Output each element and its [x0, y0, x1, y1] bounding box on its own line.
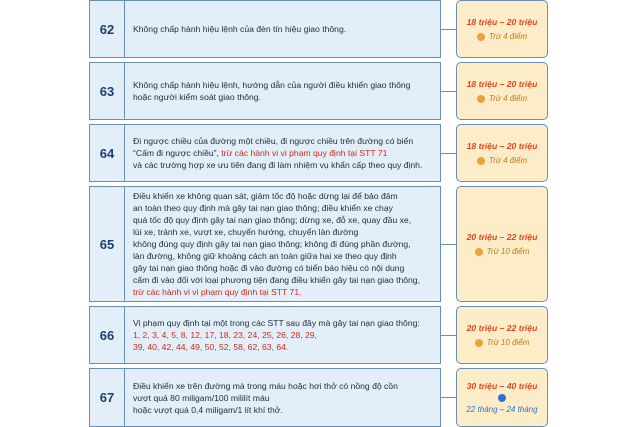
- description-line: lùi xe, tránh xe, vượt xe, chuyển hướng, chuyển làn đường: [133, 227, 359, 237]
- description-line: Không chấp hành hiệu lệnh, hướng dẫn của người điều khiển giao thông: [133, 80, 411, 90]
- points-dot-icon: [477, 157, 485, 165]
- fine-amount: 30 triệu – 40 triệu: [466, 381, 538, 391]
- points-dot-icon: [475, 339, 483, 347]
- description-line: Điều khiển xe trên đường mà trong máu hoặc hơi thở có nồng độ cồn: [133, 380, 398, 391]
- violation-description: [125, 368, 441, 427]
- penalty-cell: [456, 306, 548, 364]
- row-number: 66: [89, 306, 125, 364]
- row-number: 64: [89, 124, 125, 182]
- description-text: [133, 317, 420, 353]
- violation-description: [125, 62, 441, 120]
- row-connector: [441, 91, 456, 92]
- row-connector: [441, 29, 456, 30]
- penalty-cell: [456, 186, 548, 302]
- description-line: hoặc người kiểm soát giao thông.: [133, 92, 261, 102]
- description-text: [133, 380, 398, 416]
- points-dot-icon: [475, 248, 483, 256]
- exception-note: trừ các hành vi vi phạm quy định tại STT 71.: [133, 287, 302, 297]
- table-row: [89, 124, 551, 182]
- description-text: [133, 79, 410, 103]
- penalty-cell: [456, 124, 548, 182]
- row-number: 63: [89, 62, 125, 120]
- penalty-table: [89, 0, 551, 427]
- description-line: gây tai nạn giao thông hoặc đi vào đường có biển báo hiệu có nội dung: [133, 263, 405, 273]
- fine-amount: 18 triệu – 20 triệu: [466, 17, 538, 27]
- fine-amount: 18 triệu – 20 triệu: [466, 79, 538, 89]
- violation-description: [125, 306, 441, 364]
- license-text: 22 tháng – 24 tháng: [466, 405, 538, 414]
- points-deduction: [475, 338, 530, 347]
- description-line: không đúng quy định gây tai nạn giao thông; không đi đúng phần đường,: [133, 239, 411, 249]
- points-deduction: [477, 156, 527, 165]
- fine-amount: 18 triệu – 20 triệu: [466, 141, 538, 151]
- referenced-items: 39, 40, 42, 44, 49, 50, 52, 58, 62, 63, 64.: [133, 342, 289, 352]
- fine-amount: 20 triệu – 22 triệu: [466, 232, 538, 242]
- description-line: Đi ngược chiều của đường một chiều, đi ngược chiều trên đường có biển: [133, 136, 414, 146]
- description-line: Điều khiển xe không quan sát, giảm tốc độ hoặc dừng lại để bảo đảm: [133, 191, 398, 201]
- description-plain: “Cấm đi ngược chiều”,: [133, 148, 222, 158]
- description-text: Không chấp hành hiệu lệnh của đèn tín hiệu giao thông.: [133, 24, 347, 34]
- points-deduction: [477, 32, 527, 41]
- points-dot-icon: [477, 95, 485, 103]
- description-line: quá tốc độ quy định gây tai nạn giao thông; dừng xe, đỗ xe, quay đầu xe,: [133, 215, 412, 225]
- table-row: [89, 368, 551, 427]
- penalty-cell: [456, 0, 548, 58]
- table-row: [89, 0, 551, 58]
- violation-description: [125, 186, 441, 302]
- referenced-items: 1, 2, 3, 4, 5, 8, 12, 17, 18, 23, 24, 25, 26, 28, 29,: [133, 330, 317, 340]
- row-number: 65: [89, 186, 125, 302]
- row-connector: [441, 397, 456, 398]
- row-number: 67: [89, 368, 125, 427]
- license-dot-icon: [498, 394, 506, 402]
- penalty-cell: [456, 62, 548, 120]
- points-deduction: [475, 247, 530, 256]
- exception-note: trừ các hành vi vi phạm quy định tại STT 71: [221, 148, 388, 158]
- description-line: Vi phạm quy định tại một trong các STT sau đây mà gây tai nạn giao thông:: [133, 318, 420, 328]
- row-connector: [441, 335, 456, 336]
- description-text: [133, 190, 420, 298]
- license-suspension: [466, 394, 537, 414]
- row-number: 62: [89, 0, 125, 58]
- description-line: vượt quá 80 miligam/100 mililít máu: [133, 392, 270, 403]
- table-row: [89, 186, 551, 302]
- points-text: Trừ 4 điểm: [488, 94, 528, 103]
- points-text: Trừ 10 điểm: [486, 247, 530, 256]
- penalty-cell: [456, 368, 548, 427]
- description-line: [133, 147, 422, 159]
- description-line: hoặc vượt quá 0,4 miligam/1 lít khí thở.: [133, 404, 283, 415]
- table-row: [89, 62, 551, 120]
- table-row: [89, 306, 551, 364]
- points-text: Trừ 10 điểm: [486, 338, 530, 347]
- row-connector: [441, 244, 456, 245]
- description-line: an toàn theo quy định mà gây tai nạn giao thông; điều khiển xe chạy: [133, 203, 393, 213]
- points-deduction: [477, 94, 527, 103]
- violation-description: [125, 0, 441, 58]
- points-text: Trừ 4 điểm: [488, 32, 528, 41]
- points-dot-icon: [477, 33, 485, 41]
- description-line: và các trường hợp xe ưu tiên đang đi làm nhiệm vụ khẩn cấp theo quy định.: [133, 160, 423, 170]
- fine-amount: 20 triệu – 22 triệu: [466, 323, 538, 333]
- row-connector: [441, 153, 456, 154]
- violation-description: [125, 124, 441, 182]
- description-text: [133, 135, 422, 171]
- points-text: Trừ 4 điểm: [488, 156, 528, 165]
- description-line: làn đường, không giữ khoảng cách an toàn giữa hai xe theo quy định: [133, 251, 397, 261]
- description-line: cấm đi vào đối với loại phương tiện đang điều khiển gây tai nạn giao thông,: [133, 275, 420, 285]
